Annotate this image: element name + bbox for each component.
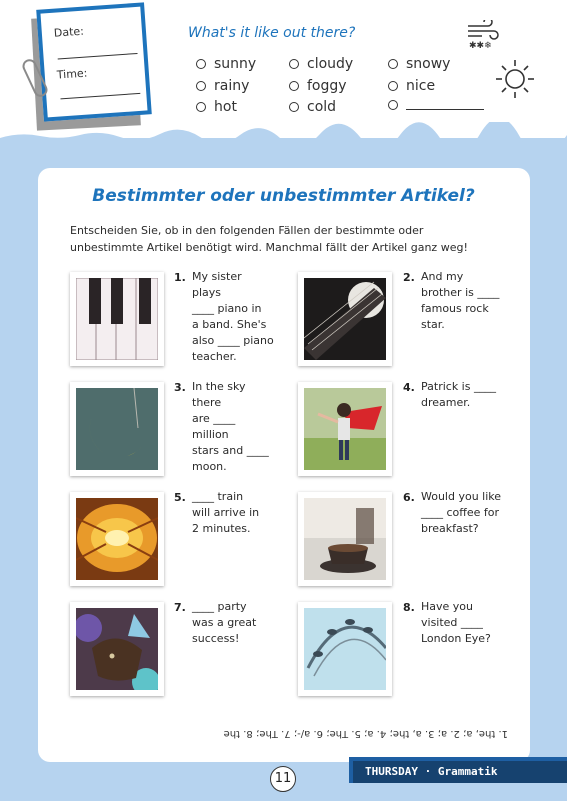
party-dog-image [76, 608, 158, 690]
date-label: Date: [53, 24, 85, 40]
weather-option-cloudy[interactable]: cloudy [289, 56, 353, 72]
photo-guitar [298, 272, 392, 366]
time-label: Time: [56, 66, 88, 82]
exercise-number: 4. [403, 381, 415, 394]
photo-piano [70, 272, 164, 366]
header [0, 0, 567, 138]
answer-key-upside-down: 1. the, a; 2. a; 3. a, the; 4. a; 5. The; 6. a/-; 7. The; 8. the [223, 728, 508, 739]
exercise-text: My sister plays ____ piano in a band. She's also ____ piano teacher. [192, 270, 274, 363]
worksheet-title: Bestimmter oder unbestimmter Artikel? [92, 186, 475, 206]
radio-circle-icon[interactable] [289, 81, 299, 91]
svg-text:✱✱❄: ✱✱❄ [469, 41, 492, 50]
torn-edge [0, 122, 567, 144]
exercise-text: ____ train will arrive in 2 minutes. [192, 490, 260, 535]
day-label: THURSDAY [365, 765, 418, 778]
radio-circle-icon[interactable] [388, 100, 398, 110]
date-time-note [36, 2, 152, 121]
exercise-text: Would you like ____ coffee for breakfast? [421, 490, 502, 535]
london-eye-image [304, 608, 386, 690]
date-line[interactable] [58, 53, 138, 60]
weather-option-other[interactable] [388, 99, 484, 110]
piano-keys-image [76, 278, 158, 360]
radio-circle-icon[interactable] [388, 81, 398, 91]
radio-circle-icon[interactable] [196, 102, 206, 112]
weather-option-nice[interactable]: nice [388, 78, 435, 94]
photo-london-eye [298, 602, 392, 696]
radio-circle-icon[interactable] [196, 81, 206, 91]
weather-option-foggy[interactable]: foggy [289, 78, 347, 94]
photo-party-dog [70, 602, 164, 696]
weather-other-blank[interactable] [406, 99, 484, 110]
exercise-number: 6. [403, 491, 415, 504]
day-tab [349, 757, 567, 783]
day-tab-label: THURSDAY · Grammatik [353, 761, 567, 783]
train-tunnel-image [76, 498, 158, 580]
guitar-image [304, 278, 386, 360]
radio-circle-icon[interactable] [196, 59, 206, 69]
photo-train-tunnel [70, 492, 164, 586]
photo-superhero-kid [298, 382, 392, 476]
time-line[interactable] [60, 93, 140, 100]
superhero-kid-image [304, 388, 386, 470]
weather-option-cold[interactable]: cold [289, 99, 336, 115]
sun-icon [494, 58, 536, 100]
weather-option-sunny[interactable]: sunny [196, 56, 256, 72]
wind-snow-icon [466, 20, 502, 50]
radio-circle-icon[interactable] [388, 59, 398, 69]
section-label: Grammatik [437, 765, 498, 778]
photo-coffee [298, 492, 392, 586]
photo-moon [70, 382, 164, 476]
exercise-number: 2. [403, 271, 415, 284]
exercise-text: Patrick is ____ dreamer. [421, 380, 496, 409]
radio-circle-icon[interactable] [289, 59, 299, 69]
worksheet-instruction: Entscheiden Sie, ob in den folgenden Fällen der bestimmte oder unbestimmte Artikel benötigt wird. Manchmal fällt der Artikel ganz weg! [70, 224, 468, 254]
weather-option-hot[interactable]: hot [196, 99, 237, 115]
exercise-text: In the sky there are ____ million stars and ____ moon. [192, 380, 269, 473]
weather-option-rainy[interactable]: rainy [196, 78, 249, 94]
weather-option-snowy[interactable]: snowy [388, 56, 450, 72]
exercise-number: 1. [174, 271, 186, 284]
exercise-number: 7. [174, 601, 186, 614]
exercise-text: And my brother is ____ famous rock star. [421, 270, 500, 331]
weather-question: What's it like out there? [188, 25, 356, 41]
exercise-text: Have you visited ____ London Eye? [421, 600, 491, 645]
page-number: 11 [270, 766, 296, 792]
radio-circle-icon[interactable] [289, 102, 299, 112]
exercise-text: ____ party was a great success! [192, 600, 257, 645]
exercise-number: 8. [403, 601, 415, 614]
exercise-number: 3. [174, 381, 186, 394]
moon-image [76, 388, 158, 470]
exercise-number: 5. [174, 491, 186, 504]
coffee-cup-image [304, 498, 386, 580]
